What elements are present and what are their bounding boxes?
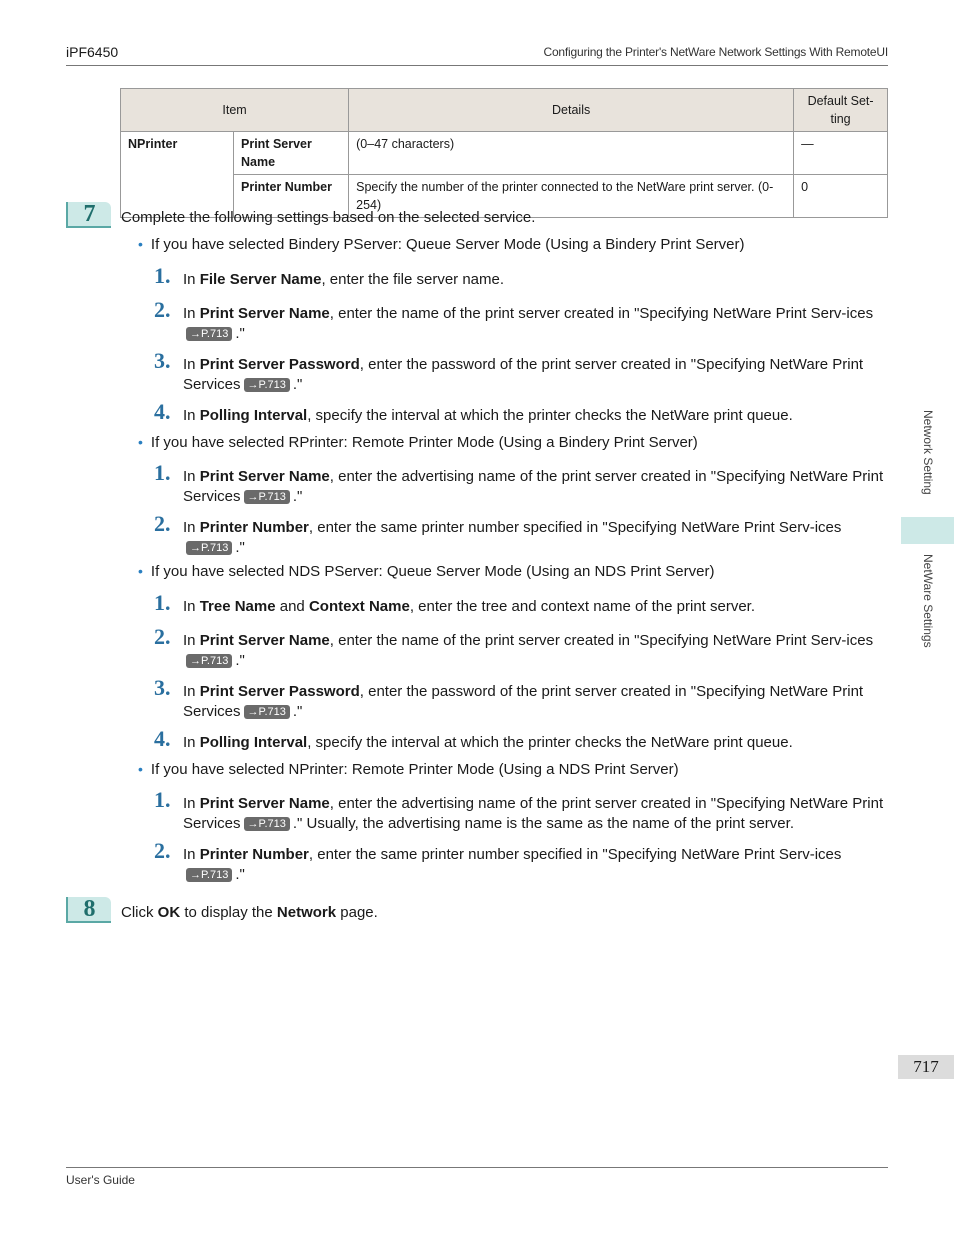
side-label-netware-settings[interactable]: NetWare Settings	[921, 554, 935, 648]
step-7-text: Complete the following settings based on the selected service.	[121, 209, 536, 226]
bullet-dot-icon: •	[138, 563, 143, 579]
table-item-cell: Print Server Name	[234, 132, 349, 175]
step-8-text	[121, 904, 378, 921]
item-number: 2.	[154, 511, 171, 536]
item-pre: In	[183, 632, 200, 649]
item-tail: ."	[235, 652, 245, 669]
item-pre: In	[183, 356, 200, 373]
bullet-text: If you have selected RPrinter: Remote Printer Mode (Using a Bindery Print Server)	[150, 434, 698, 451]
bullet-nds-pserver	[138, 563, 714, 580]
item-post: , enter the password of the print server created in "Specifying NetWare Print Services	[183, 356, 864, 393]
settings-table	[120, 88, 888, 218]
table-group-cell: NPrinter	[121, 132, 234, 218]
header-rule	[66, 65, 888, 66]
bullet-rprinter	[138, 434, 698, 451]
footer-rule	[66, 1167, 888, 1168]
page-ref-link[interactable]: →P.713	[186, 327, 232, 341]
item-pre: In	[183, 795, 200, 812]
page-ref-link[interactable]: →P.713	[244, 378, 290, 392]
item-pre: In	[183, 683, 200, 700]
item-tail: ." Usually, the advertising name is the same as the name of the print server.	[292, 815, 794, 832]
item-number: 3.	[154, 675, 171, 700]
item-bold: Printer Number	[199, 846, 309, 863]
page-ref-link[interactable]: →P.713	[186, 654, 232, 668]
table-details-cell: (0–47 characters)	[349, 132, 794, 175]
list-item	[154, 348, 894, 395]
step-8-mid: to display the	[180, 904, 277, 921]
item-post: , specify the interval at which the printer checks the NetWare print queue.	[307, 734, 793, 751]
item-tail: ."	[235, 325, 245, 342]
item-bold: File Server Name	[199, 271, 322, 288]
item-number: 2.	[154, 624, 171, 649]
list-item	[154, 675, 894, 722]
list-item	[154, 726, 894, 753]
item-pre: In	[183, 519, 200, 536]
item-bold-2: Context Name	[308, 598, 410, 615]
item-tail: ."	[292, 376, 303, 393]
step-8-badge: 8	[66, 897, 111, 923]
item-bold: Print Server Name	[199, 795, 330, 812]
item-pre: In	[183, 407, 200, 424]
page-ref-link[interactable]: →P.713	[186, 541, 232, 555]
item-bold: Polling Interval	[199, 734, 308, 751]
table-default-cell: —	[794, 132, 888, 175]
list-item	[154, 263, 894, 290]
item-bold: Print Server Name	[199, 468, 330, 485]
item-post: , enter the advertising name of the print server created in "Specifying NetWare Print Services	[183, 795, 884, 832]
footer-text: User's Guide	[66, 1173, 135, 1187]
table-header-default: Default Set-ting	[794, 89, 888, 132]
item-post: , enter the tree and context name of the print server.	[409, 598, 756, 615]
bullet-dot-icon: •	[138, 434, 143, 450]
item-bold: Printer Number	[199, 519, 309, 536]
page-ref-link[interactable]: →P.713	[244, 817, 290, 831]
item-tail: ."	[292, 488, 303, 505]
item-number: 2.	[154, 838, 171, 863]
table-details-cell: Specify the number of the printer connected to the NetWare print server. (0-254)	[349, 175, 794, 218]
item-post: , enter the file server name.	[321, 271, 505, 288]
item-post: , enter the advertising name of the print server created in "Specifying NetWare Print Services	[183, 468, 884, 505]
side-label-network-setting[interactable]: Network Setting	[921, 410, 935, 495]
page-ref-link[interactable]: →P.713	[186, 868, 232, 882]
item-post: , enter the same printer number specified in "Specifying NetWare Print Serv-ices	[308, 519, 842, 536]
list-item	[154, 297, 894, 344]
list-item	[154, 787, 894, 834]
item-number: 1.	[154, 460, 171, 485]
table-default-cell: 0	[794, 175, 888, 218]
item-post: , enter the same printer number specified in "Specifying NetWare Print Serv-ices	[308, 846, 842, 863]
item-tail: ."	[235, 539, 245, 556]
list-item	[154, 460, 894, 507]
item-tail: ."	[235, 866, 245, 883]
item-pre: In	[183, 846, 200, 863]
bullet-bindery-pserver	[138, 236, 745, 253]
bullet-dot-icon: •	[138, 236, 143, 252]
side-tab-marker	[901, 517, 954, 544]
header-section-title: Configuring the Printer's NetWare Network Settings With RemoteUI	[543, 45, 888, 59]
item-number: 2.	[154, 297, 171, 322]
step-8-post: page.	[336, 904, 378, 921]
item-number: 4.	[154, 726, 171, 751]
item-number: 4.	[154, 399, 171, 424]
item-bold: Print Server Password	[199, 356, 360, 373]
bullet-text: If you have selected Bindery PServer: Queue Server Mode (Using a Bindery Print Server)	[150, 236, 745, 253]
table-row	[121, 132, 888, 175]
page-ref-link[interactable]: →P.713	[244, 705, 290, 719]
item-bold: Print Server Name	[199, 632, 330, 649]
item-bold: Print Server Password	[199, 683, 360, 700]
list-item	[154, 399, 894, 426]
page-number: 717	[898, 1055, 954, 1079]
header-model: iPF6450	[66, 44, 119, 60]
list-item	[154, 511, 894, 558]
list-item	[154, 838, 894, 885]
item-number: 1.	[154, 590, 171, 615]
item-number: 1.	[154, 263, 171, 288]
item-pre: In	[183, 305, 200, 322]
item-pre: In	[183, 271, 200, 288]
step-8-ok: OK	[157, 904, 181, 921]
item-post: , specify the interval at which the printer checks the NetWare print queue.	[307, 407, 793, 424]
step-8-network: Network	[276, 904, 337, 921]
list-item	[154, 624, 894, 671]
item-pre: In	[183, 734, 200, 751]
item-tail: ."	[292, 703, 303, 720]
list-item	[154, 590, 894, 617]
item-number: 3.	[154, 348, 171, 373]
item-mid: and	[275, 598, 309, 615]
item-bold: Print Server Name	[199, 305, 330, 322]
bullet-dot-icon: •	[138, 761, 143, 777]
item-bold: Tree Name	[199, 598, 276, 615]
page-ref-link[interactable]: →P.713	[244, 490, 290, 504]
step-7-badge: 7	[66, 202, 111, 228]
bullet-text: If you have selected NDS PServer: Queue Server Mode (Using an NDS Print Server)	[150, 563, 715, 580]
item-pre: In	[183, 468, 200, 485]
table-header-item: Item	[121, 89, 349, 132]
item-bold: Polling Interval	[199, 407, 308, 424]
bullet-text: If you have selected NPrinter: Remote Printer Mode (Using a NDS Print Server)	[150, 761, 679, 778]
step-8-pre: Click	[121, 904, 158, 921]
table-header-details: Details	[349, 89, 794, 132]
item-post: , enter the name of the print server created in "Specifying NetWare Print Serv-ices	[329, 305, 874, 322]
table-item-cell: Printer Number	[234, 175, 349, 218]
bullet-nprinter	[138, 761, 679, 778]
item-number: 1.	[154, 787, 171, 812]
item-post: , enter the password of the print server created in "Specifying NetWare Print Services	[183, 683, 864, 720]
item-post: , enter the name of the print server created in "Specifying NetWare Print Serv-ices	[329, 632, 874, 649]
item-pre: In	[183, 598, 200, 615]
